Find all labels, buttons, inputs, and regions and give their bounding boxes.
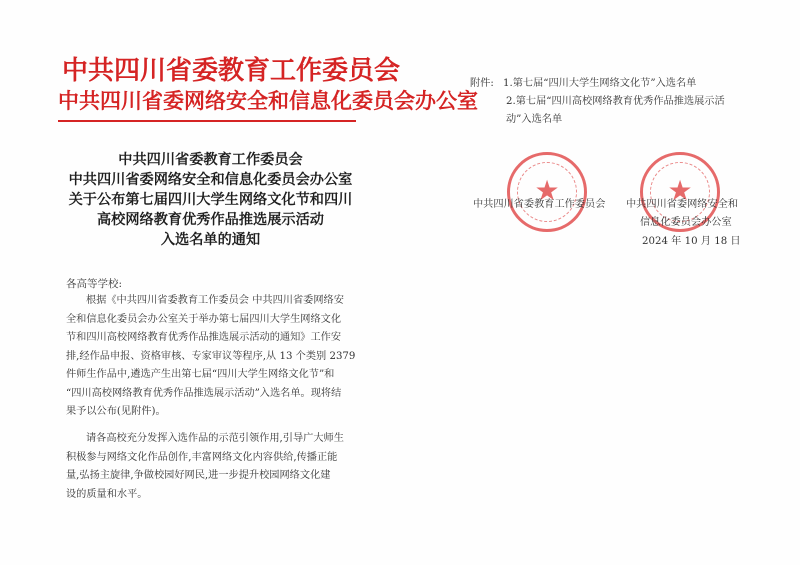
paragraph-line: 全和信息化委员会办公室关于举办第七届四川大学生网络文化 — [66, 313, 342, 325]
paragraph-line: 节和四川高校网络教育优秀作品推选展示活动的通知》工作安 — [66, 332, 342, 343]
title-line: 关于公布第七届四川大学生网络文化节和四川 — [68, 192, 353, 208]
attachment-item-1: 1.第七届“四川大学生网络文化节”入选名单 — [503, 78, 697, 89]
paragraph-line: 果予以公布(见附件)。 — [66, 406, 166, 417]
header-red-rule — [58, 120, 356, 122]
paragraph-line: “四川高校网络教育优秀作品推选展示活动”入选名单。现将结 — [66, 387, 342, 399]
paragraph-line: 请各高校充分发挥入选作品的示范引领作用,引导广大师生 — [86, 433, 344, 444]
header-org-cyberspace-office: 中共四川省委网络安全和信息化委员会办公室 — [58, 88, 478, 113]
body-paragraph-2 — [66, 430, 354, 504]
official-seal-icon — [507, 152, 587, 232]
seal-star-icon: ★ — [667, 174, 693, 207]
signature-date: 2024 年 10 月 18 日 — [642, 236, 741, 247]
seal-star-icon: ★ — [534, 174, 560, 207]
paragraph-line: 设的质量和水平。 — [66, 488, 148, 500]
attachment-item-2-continued: 动”入选名单 — [506, 114, 563, 125]
paragraph-line: 根据《中共四川省委教育工作委员会 中共四川省委网络安 — [86, 295, 344, 306]
signature-cyberspace-office-line1: 中共四川省委网络安全和 — [626, 199, 739, 210]
paragraph-line: 量,弘扬主旋律,争做校园好网民,进一步提升校园网络文化建 — [66, 470, 331, 481]
header-org-education-committee: 中共四川省委教育工作委员会 — [62, 56, 401, 86]
title-line: 高校网络教育优秀作品推选展示活动 — [96, 212, 324, 228]
signature-cyberspace-office-line2: 信息化委员会办公室 — [640, 217, 732, 228]
signature-education-committee: 中共四川省委教育工作委员会 — [473, 199, 606, 210]
salutation: 各高等学校: — [66, 278, 123, 290]
paragraph-line: 积极参与网络文化作品创作,丰富网络文化内容供给,传播正能 — [66, 451, 338, 463]
title-line: 中共四川省委网络安全和信息化委员会办公室 — [68, 172, 353, 188]
attachment-item-2: 2.第七届“四川高校网络教育优秀作品推选展示活 — [506, 96, 725, 107]
title-line: 入选名单的通知 — [160, 232, 261, 248]
notice-title — [58, 150, 363, 250]
body-paragraph-1 — [66, 292, 354, 422]
paragraph-line: 件师生作品中,遴选产生出第七届“四川大学生网络文化节”和 — [66, 369, 335, 380]
paragraph-line: 排,经作品申报、资格审核、专家审议等程序,从 13 个类别 2379 — [66, 350, 356, 362]
attachments-label: 附件: — [470, 78, 494, 89]
title-line: 中共四川省委教育工作委员会 — [118, 152, 303, 168]
